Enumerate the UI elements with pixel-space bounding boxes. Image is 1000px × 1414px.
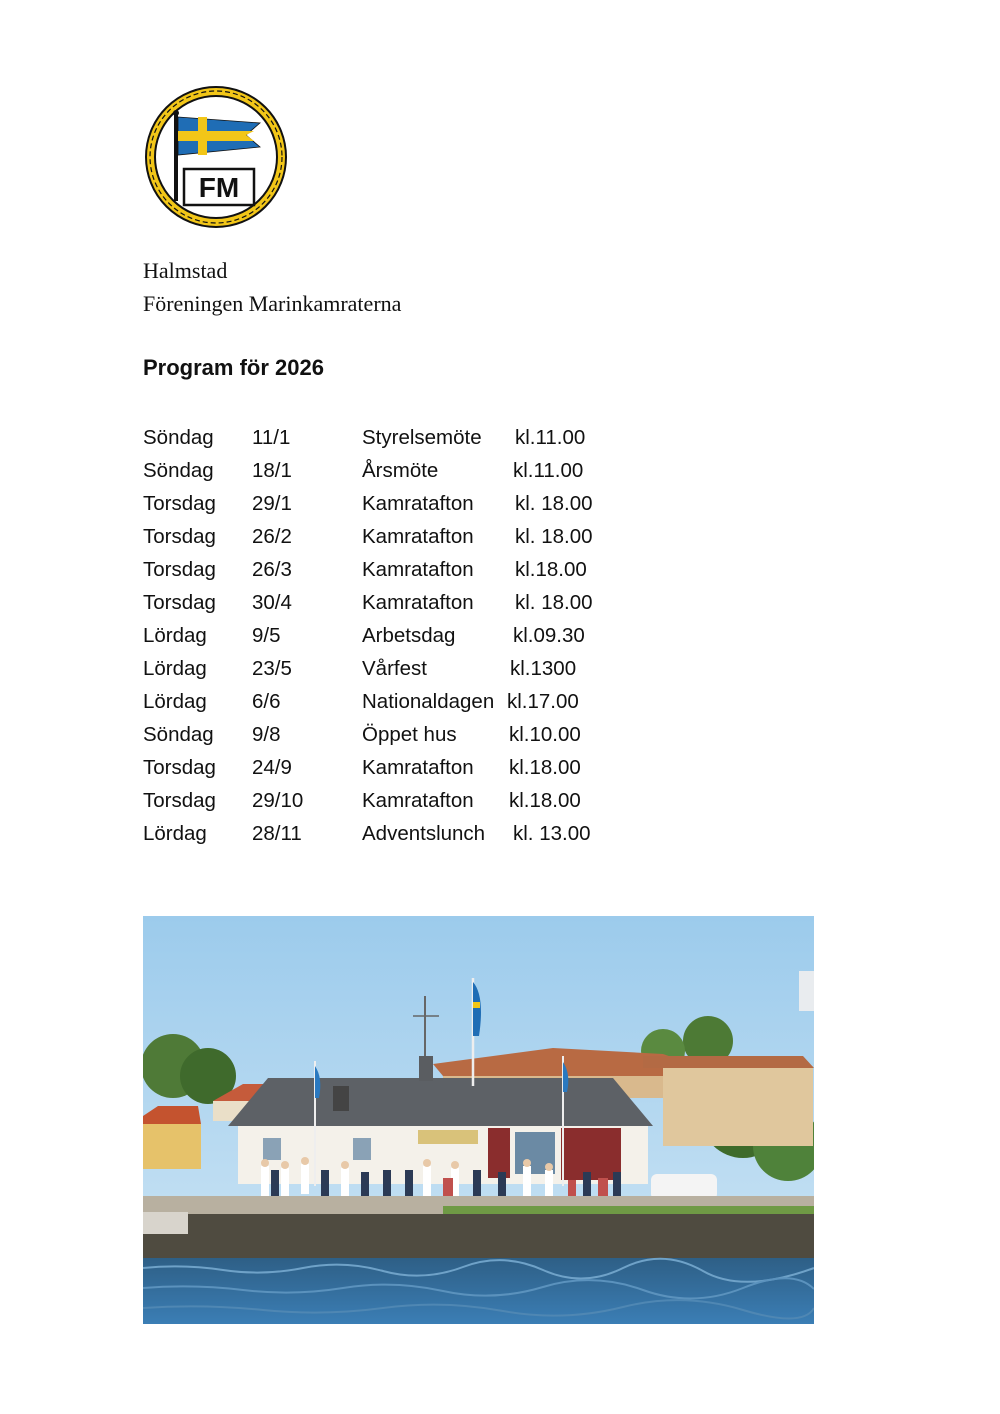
row-date: 9/8 — [252, 723, 281, 746]
row-day: Söndag — [143, 723, 214, 746]
row-day: Torsdag — [143, 591, 216, 614]
row-time: kl.18.00 — [515, 558, 587, 581]
row-date: 28/11 — [252, 822, 302, 845]
row-event: Kamratafton — [362, 756, 474, 779]
row-day: Lördag — [143, 822, 207, 845]
row-event: Adventslunch — [362, 822, 486, 845]
row-day: Lördag — [143, 624, 207, 647]
row-event: Kamratafton — [362, 558, 474, 581]
row-day: Torsdag — [143, 756, 216, 779]
org-logo — [142, 83, 290, 231]
page-title: Program för 2026 — [143, 355, 324, 380]
row-date: 30/4 — [252, 591, 292, 614]
row-date: 26/2 — [252, 525, 292, 548]
row-day: Torsdag — [143, 492, 216, 515]
row-event: Öppet hus — [362, 723, 457, 746]
row-date: 29/10 — [252, 789, 304, 812]
row-time: kl.17.00 — [507, 690, 579, 713]
row-time: kl.18.00 — [509, 789, 581, 812]
row-event: Årsmöte — [362, 459, 439, 482]
organization-name: Föreningen Marinkamraterna — [143, 291, 402, 316]
row-date: 29/1 — [252, 492, 292, 515]
row-time: kl. 13.00 — [513, 822, 591, 845]
row-day: Söndag — [143, 459, 214, 482]
row-event: Nationaldagen — [362, 690, 495, 713]
row-time: kl. 18.00 — [515, 591, 593, 614]
clubhouse-photo — [143, 916, 814, 1324]
row-day: Lördag — [143, 690, 207, 713]
row-event: Arbetsdag — [362, 624, 456, 647]
row-event: Kamratafton — [362, 492, 474, 515]
row-day: Torsdag — [143, 525, 216, 548]
row-day: Torsdag — [143, 558, 216, 581]
row-day: Torsdag — [143, 789, 216, 812]
row-date: 26/3 — [252, 558, 292, 581]
row-event: Kamratafton — [362, 525, 474, 548]
row-event: Styrelsemöte — [362, 426, 482, 449]
row-event: Kamratafton — [362, 591, 474, 614]
row-time: kl.1300 — [510, 657, 577, 680]
row-time: kl.09.30 — [513, 624, 585, 647]
row-time: kl.11.00 — [513, 459, 584, 482]
row-date: 6/6 — [252, 690, 281, 713]
org-header — [143, 254, 401, 320]
row-day: Lördag — [143, 657, 207, 680]
row-date: 23/5 — [252, 657, 292, 680]
row-date: 11/1 — [252, 426, 291, 449]
city-name: Halmstad — [143, 258, 228, 283]
row-event: Vårfest — [362, 657, 427, 680]
row-date: 18/1 — [252, 459, 292, 482]
row-time: kl.10.00 — [509, 723, 581, 746]
row-date: 9/5 — [252, 624, 281, 647]
row-day: Söndag — [143, 426, 214, 449]
logo-text: FM — [198, 172, 240, 203]
row-time: kl.11.00 — [515, 426, 586, 449]
row-time: kl.18.00 — [509, 756, 581, 779]
row-date: 24/9 — [252, 756, 292, 779]
row-time: kl. 18.00 — [515, 525, 593, 548]
row-event: Kamratafton — [362, 789, 474, 812]
row-time: kl. 18.00 — [515, 492, 593, 515]
